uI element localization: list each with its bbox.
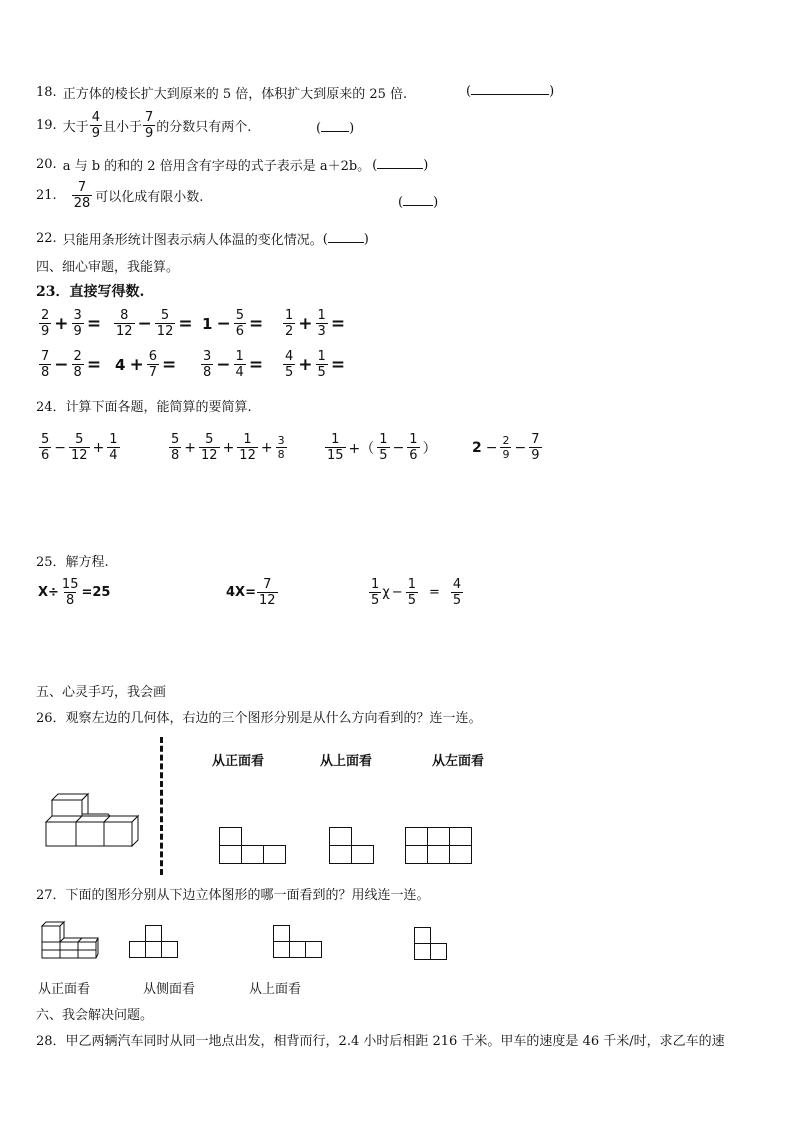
- q23-expression: 1 − $\frac{5}{6}$ =: [202, 308, 264, 339]
- q23-expression: $\frac{3}{8}$ − $\frac{1}{4}$ =: [203, 349, 264, 380]
- q21-answer-blank[interactable]: ( ): [398, 195, 439, 210]
- q27-title: 27．下面的图形分别从下边立体图形的哪一面看到的？用线连一连。: [36, 888, 430, 903]
- section-5-heading: 五、心灵手巧，我会画: [36, 685, 167, 700]
- q26-divider: [160, 737, 163, 875]
- q26-label-left: 从左面看: [432, 754, 485, 769]
- q23-expression: $\frac{2}{9}$ + $\frac{3}{9}$ =: [41, 308, 102, 339]
- question-18: [36, 83, 407, 102]
- q27-label-top: 从上面看: [249, 982, 302, 997]
- q27-view-c[interactable]: [414, 927, 450, 963]
- section-4-heading: 四、细心审题，我能算。: [36, 260, 180, 275]
- q27-solid-figure: [38, 918, 100, 962]
- q21-fraction: $\frac{7}{28}$: [73, 180, 91, 211]
- q19-answer-blank[interactable]: ( ): [316, 121, 355, 136]
- question-28: 28． 甲乙两辆汽车同时从同一地点出发，相背而行，2.4 小时后相距 216 千米。甲车的速度是 46 千米/时，求乙车的速: [36, 1034, 725, 1049]
- q18-number: 18.: [36, 85, 57, 100]
- section-6-heading: 六、我会解决问题。: [36, 1008, 154, 1023]
- q26-label-top: 从上面看: [320, 754, 373, 769]
- q24-expression-3: $\frac{1}{15}$ +（ $\frac{1}{5}$ − $\frac{1}{6}$ ）: [327, 432, 437, 463]
- q27-view-b[interactable]: [273, 925, 323, 961]
- q23-expression: $\frac{7}{8}$ − $\frac{2}{8}$ =: [41, 349, 102, 380]
- q26-solid-figure: [38, 790, 143, 850]
- q23-title: 23．直接写得数.: [36, 284, 145, 300]
- q24-expression-1: $\frac{5}{6}$ − $\frac{5}{12}$ + $\frac{1}{4}$: [41, 432, 118, 463]
- q18-answer-blank[interactable]: ( ): [466, 84, 555, 99]
- q26-label-front: 从正面看: [212, 754, 265, 769]
- q26-view-b[interactable]: [329, 827, 379, 865]
- question-20: 20. a 与 b 的和的 2 倍用含有字母的式子表示是 a＋2b。 ( ): [36, 157, 429, 174]
- q22-answer-blank[interactable]: ( ): [322, 232, 369, 247]
- q27-label-side: 从侧面看: [143, 982, 196, 997]
- q23-expression: $\frac{1}{2}$ + $\frac{1}{3}$ =: [285, 308, 346, 339]
- q27-view-a[interactable]: [129, 925, 179, 961]
- q23-expression: $\frac{8}{12}$ − $\frac{5}{12}$ =: [116, 308, 193, 339]
- q24-title: 24．计算下面各题，能简算的要简算.: [36, 400, 252, 415]
- q19-fraction-2: $\frac{7}{9}$: [145, 110, 154, 141]
- q25-equation-2: 4X= $\frac{7}{12}$: [226, 577, 276, 608]
- q18-text: 正方体的棱长扩大到原来的 5 倍，体积扩大到原来的 25 倍.: [62, 87, 408, 102]
- question-22: 22. 只能用条形统计图表示病人体温的变化情况。 ( ): [36, 231, 369, 248]
- q26-view-c[interactable]: [405, 827, 475, 865]
- q27-label-front: 从正面看: [38, 982, 91, 997]
- question-19: 19. 大于 $\frac{4}{9}$ 且小于 $\frac{7}{9}$ 的分数只有两个.: [36, 110, 252, 141]
- q23-expression: $\frac{4}{5}$ + $\frac{1}{5}$ =: [285, 349, 346, 380]
- q26-view-a[interactable]: [219, 827, 289, 865]
- q23-expression: 4 + $\frac{6}{7}$ =: [115, 349, 177, 380]
- q25-title: 25．解方程.: [36, 555, 109, 570]
- q20-answer-blank[interactable]: ( ): [372, 158, 429, 173]
- q26-title: 26．观察左边的几何体，右边的三个图形分别是从什么方向看到的？连一连。: [36, 711, 482, 726]
- q24-expression-2: $\frac{5}{8}$ + $\frac{5}{12}$ + $\frac{1}{12}$ + $\frac{3}{8}$: [171, 432, 285, 463]
- q19-fraction-1: $\frac{4}{9}$: [91, 110, 100, 141]
- question-21: 21. $\frac{7}{28}$ 可以化成有限小数.: [36, 180, 204, 211]
- q24-expression-4: 2 − $\frac{2}{9}$ − $\frac{7}{9}$: [472, 432, 540, 463]
- q25-equation-1: X÷ $\frac{15}{8}$ =25: [38, 577, 111, 608]
- q25-equation-3: $\frac{1}{5}$ χ − $\frac{1}{5}$ = $\frac{4}{5}$: [371, 577, 462, 608]
